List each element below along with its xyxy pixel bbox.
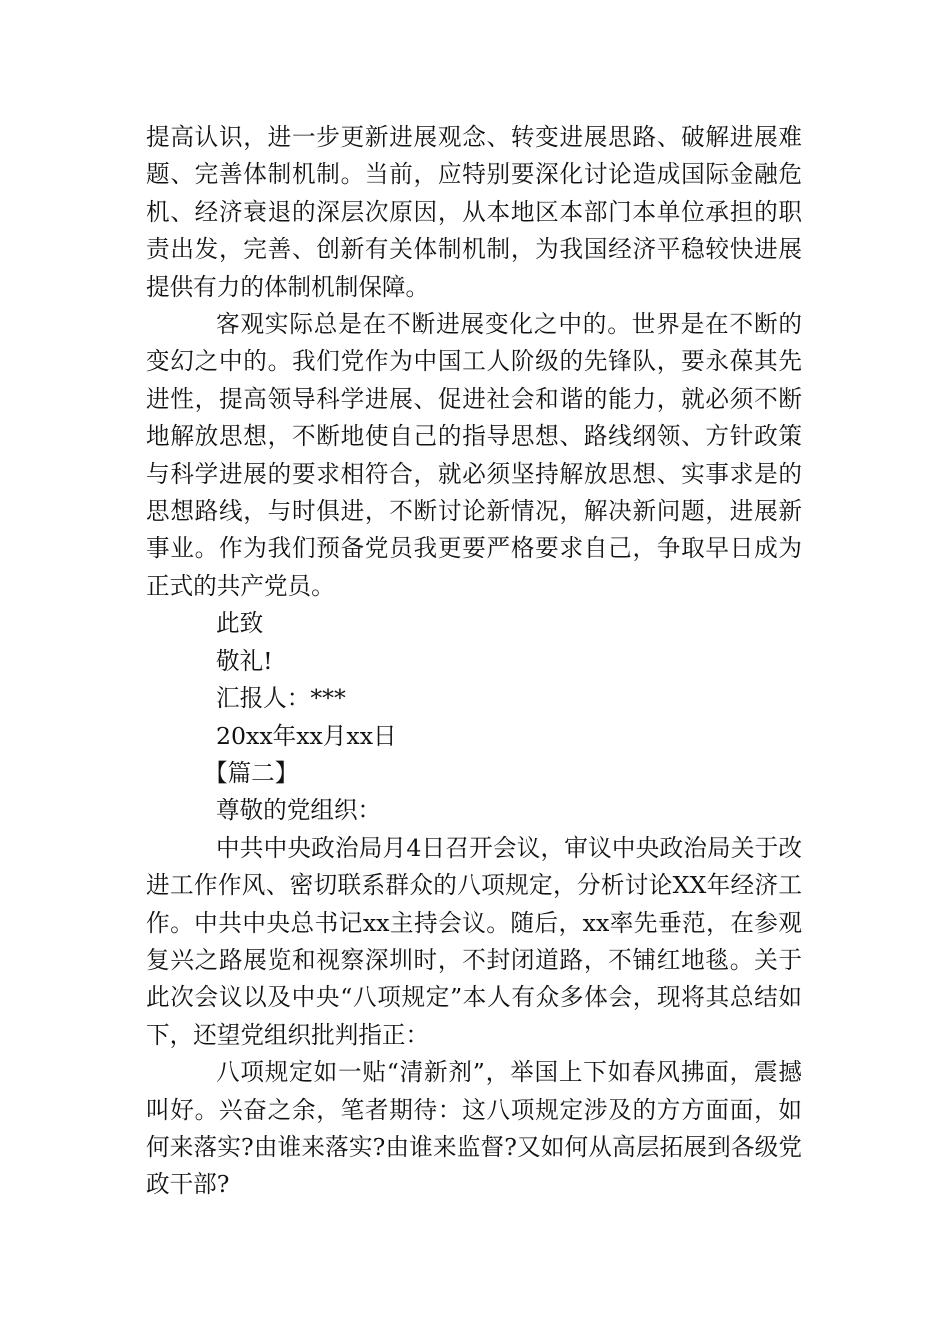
paragraph-continued: 提高认识，进一步更新进展观念、转变进展思路、破解进展难题、完善体制机制。当前，应特别要深化讨论造成国际金融危机、经济衰退的深层次原因，从本地区本部门本单位承担的职责出发，完善、创新有关体制机制，为我国经济平稳较快进展提供有力的体制机制保障。 bbox=[146, 123, 802, 301]
paragraph-objective-reality: 客观实际总是在不断进展变化之中的。世界是在不断的变幻之中的。我们党作为中国工人阶级的先锋队，要永葆其先进性，提高领导科学进展、促进社会和谐的能力，就必须不断地解放思想，不断地使自己的指导思想、路线纲领、方针政策与科学进展的要求相符合，就必须坚持解放思想、实事求是的思想路线，与时俱进，不断讨论新情况，解决新问题，进展新事业。作为我们预备党员我更要严格要求自己，争取早日成为正式的共产党员。 bbox=[146, 310, 802, 600]
closing-salutation: 此致 bbox=[216, 609, 264, 638]
document-page bbox=[146, 119, 802, 1204]
paragraph-politburo-meeting: 中共中央政治局月4日召开会议，审议中央政治局关于改进工作作风、密切联系群众的八项规定，分析讨论XX年经济工作。中共中央总书记xx主持会议。随后，xx率先垂范，在参观复兴之路展览和视察深圳时，不封闭道路，不铺红地毯。关于此次会议以及中央“八项规定”本人有众多体会，现将其总结如下，还望党组织批判指正： bbox=[146, 833, 802, 1049]
paragraph-eight-rules: 八项规定如一贴“清新剂”，举国上下如春风拂面，震撼叫好。兴奋之余，笔者期待：这八项规定涉及的方方面面，如何来落实?由谁来落实?由谁来监督?又如何从高层拓展到各级党政干部? bbox=[146, 1058, 802, 1199]
reporter-signature: 汇报人：*** bbox=[216, 684, 346, 713]
report-date: 20xx年xx月xx日 bbox=[216, 721, 397, 750]
greeting-line: 尊敬的党组织： bbox=[216, 796, 382, 825]
section-heading: 【篇二】 bbox=[204, 758, 299, 787]
closing-regards: 敬礼! bbox=[216, 646, 273, 675]
